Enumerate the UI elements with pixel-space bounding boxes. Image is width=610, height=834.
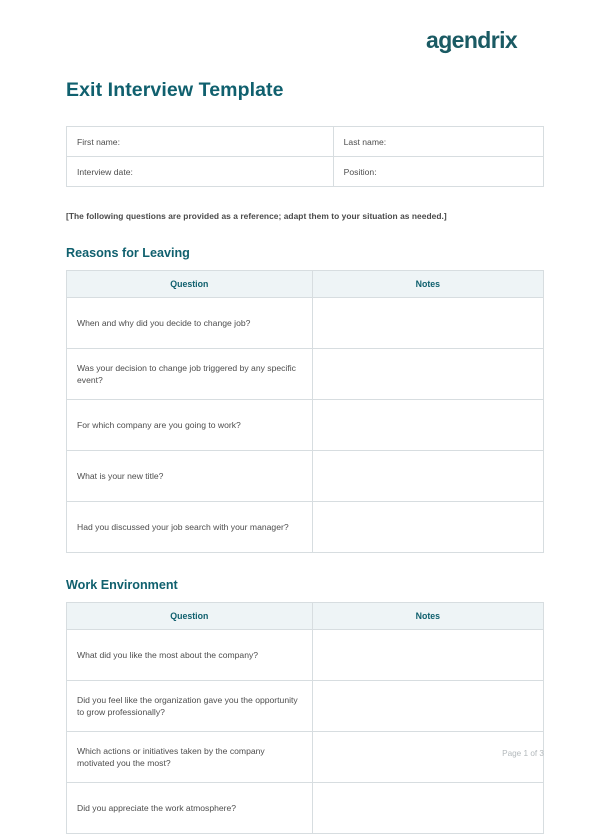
table-row [67,783,544,834]
notes-cell[interactable] [312,630,543,681]
table-row [67,349,544,400]
interview-date-field[interactable]: Interview date: [67,157,334,187]
question-cell: Did you appreciate the work atmosphere? [67,783,313,834]
questions-table [66,270,544,553]
question-cell: Was your decision to change job triggered by any specific event? [67,349,313,400]
questions-table [66,602,544,834]
notes-cell[interactable] [312,502,543,553]
last-name-field[interactable]: Last name: [333,127,543,157]
question-cell: When and why did you decide to change job? [67,298,313,349]
table-row [67,502,544,553]
position-field[interactable]: Position: [333,157,543,187]
column-header-notes: Notes [312,271,543,298]
table-row [67,732,544,783]
question-cell: What did you like the most about the company? [67,630,313,681]
section-reasons-for-leaving [66,246,544,553]
notes-cell[interactable] [312,783,543,834]
table-row [67,630,544,681]
first-name-field[interactable]: First name: [67,127,334,157]
question-cell: What is your new title? [67,451,313,502]
page-title: Exit Interview Template [66,79,284,101]
table-row [67,400,544,451]
notes-cell[interactable] [312,298,543,349]
column-header-notes: Notes [312,603,543,630]
table-row [67,157,544,187]
page-footer: Page 1 of 3 [502,749,544,758]
table-row [67,451,544,502]
question-cell: Did you feel like the organization gave you the opportunity to grow professionally? [67,681,313,732]
employee-info-table [66,126,544,187]
notes-cell[interactable] [312,400,543,451]
table-row [67,127,544,157]
question-cell: Had you discussed your job search with your manager? [67,502,313,553]
column-header-question: Question [67,603,313,630]
instruction-text: [The following questions are provided as a reference; adapt them to your situation as needed.] [66,211,447,221]
column-header-question: Question [67,271,313,298]
question-cell: For which company are you going to work? [67,400,313,451]
notes-cell[interactable] [312,349,543,400]
question-cell: Which actions or initiatives taken by the company motivated you the most? [67,732,313,783]
table-row [67,681,544,732]
agendrix-logo [426,26,544,56]
table-header-row [67,603,544,630]
notes-cell[interactable] [312,681,543,732]
logo-row [66,0,544,68]
section-heading: Work Environment [66,578,178,592]
section-heading: Reasons for Leaving [66,246,190,260]
section-work-environment [66,578,544,834]
svg-text:agendrix: agendrix [426,27,518,53]
notes-cell[interactable] [312,451,543,502]
agendrix-wordmark-icon [426,26,544,56]
table-header-row [67,271,544,298]
table-row [67,298,544,349]
